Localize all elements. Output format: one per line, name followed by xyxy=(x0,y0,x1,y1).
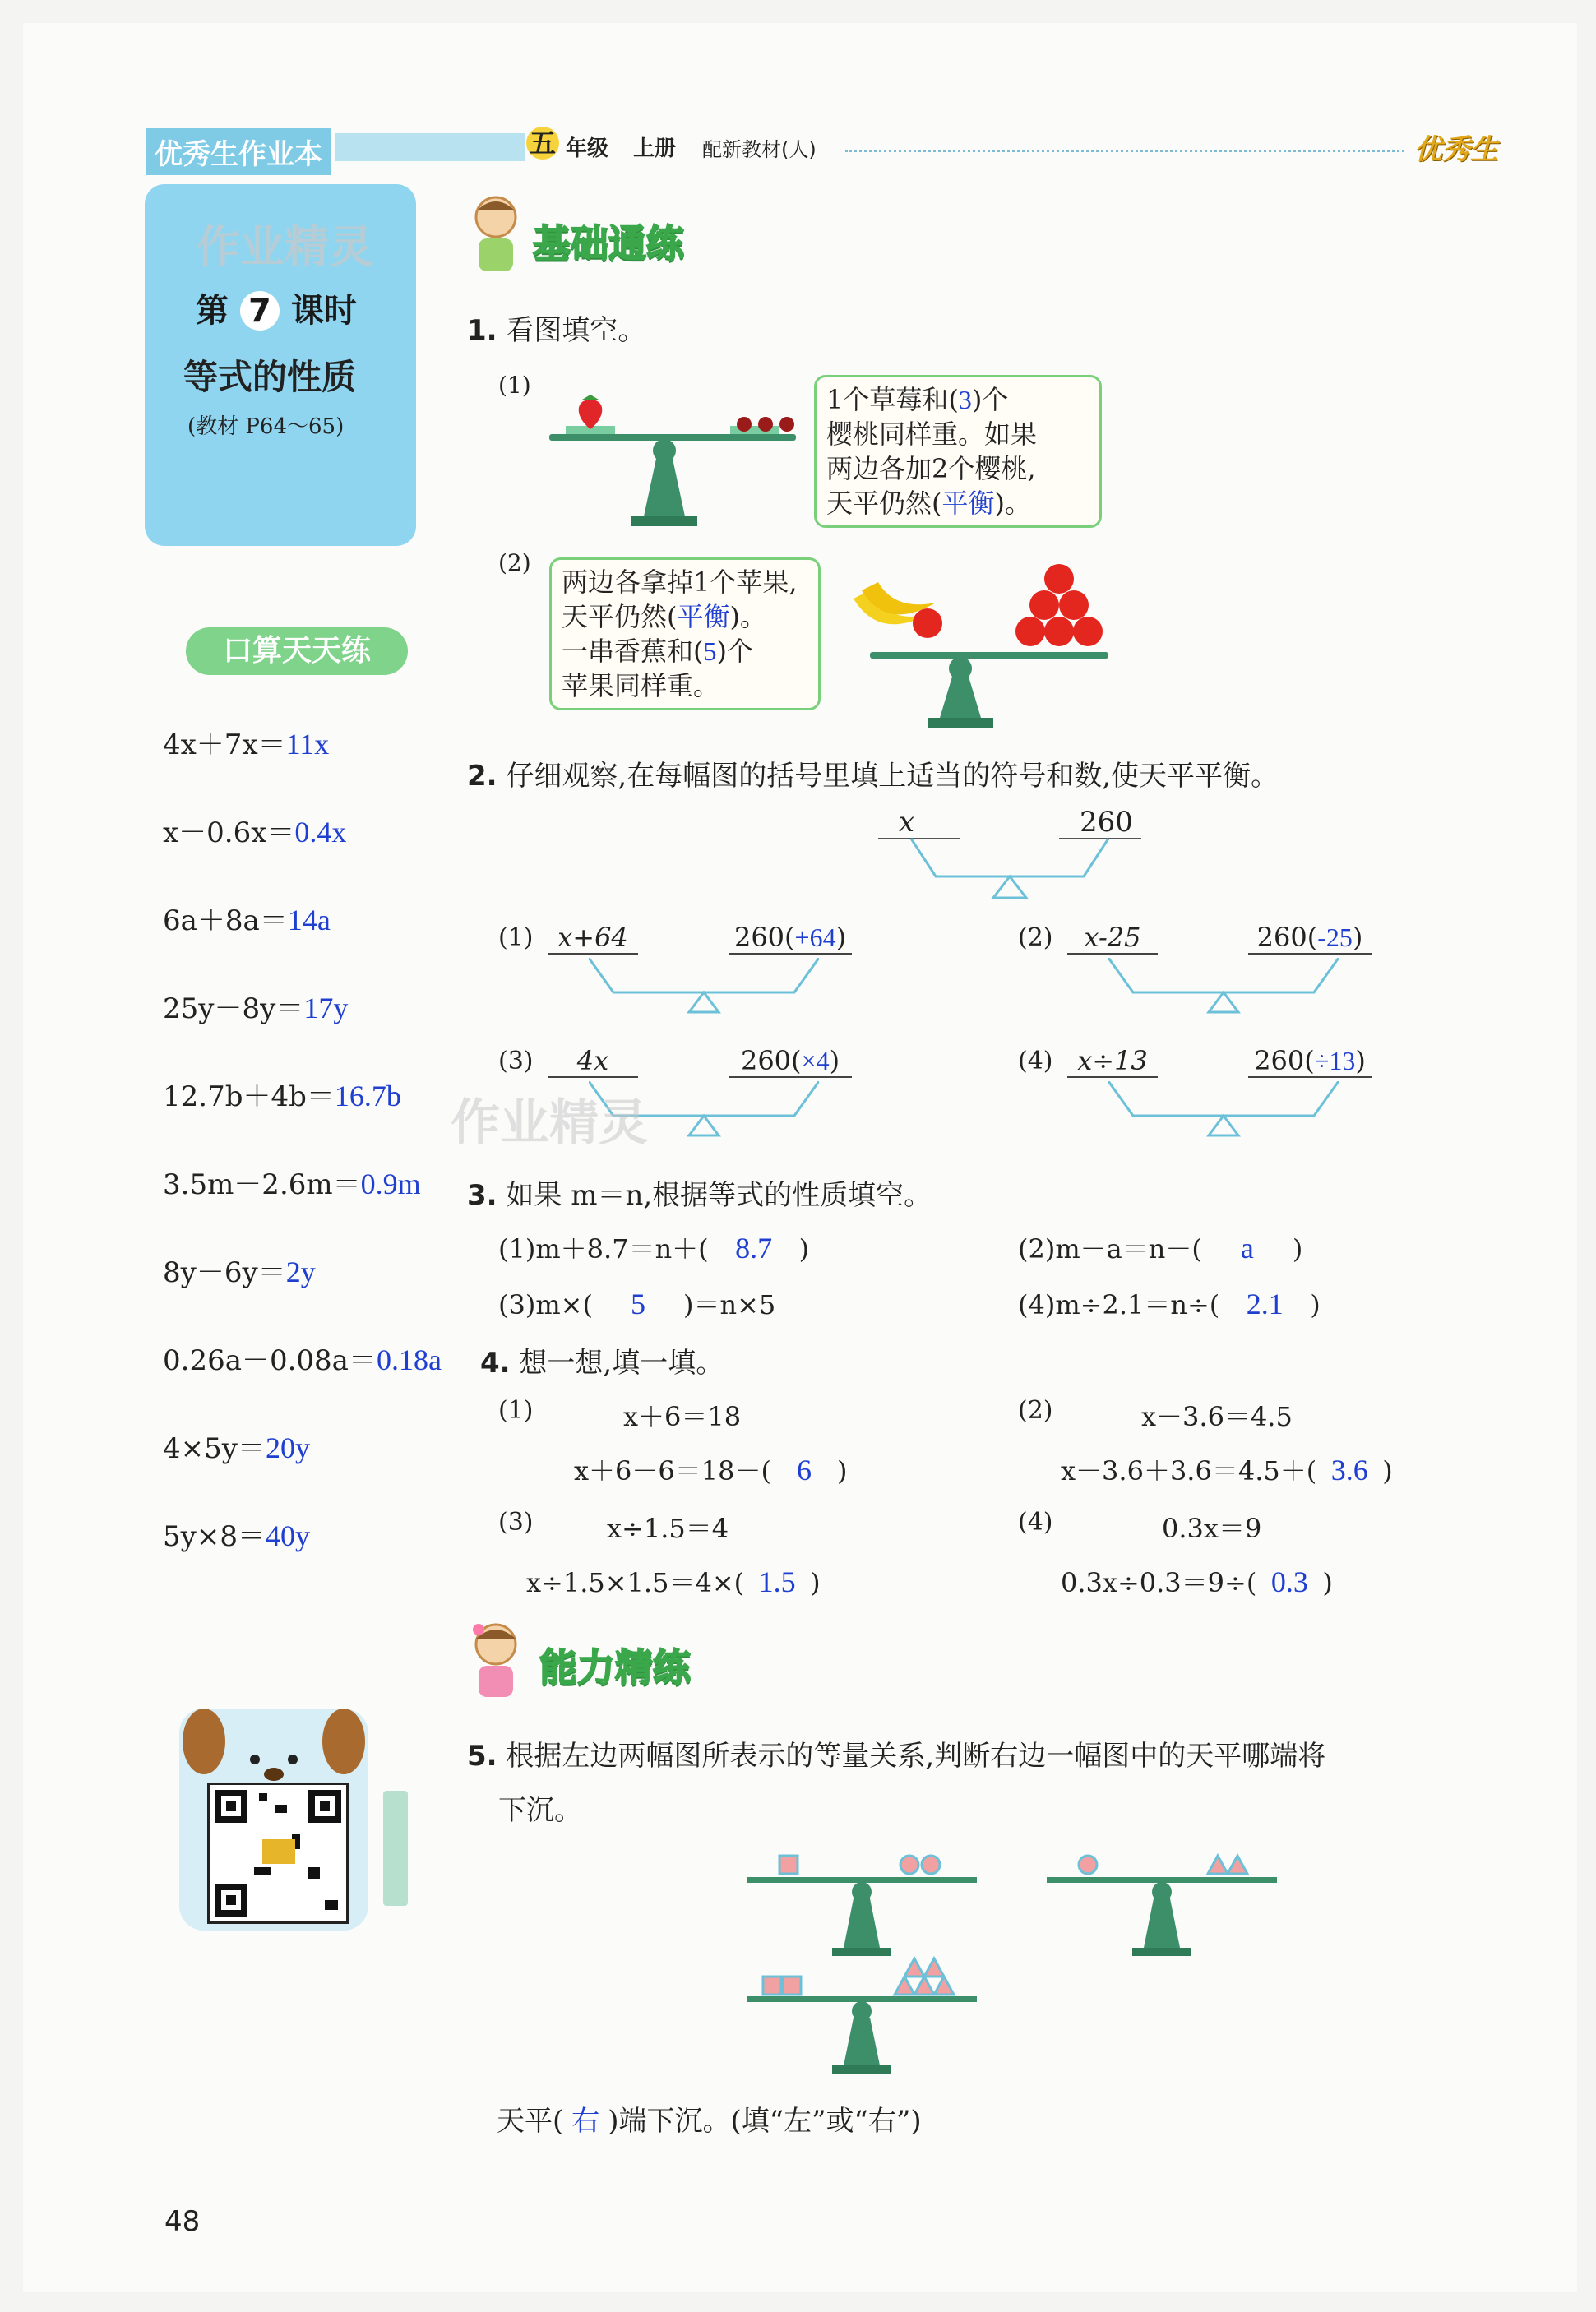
bubble2-line2 xyxy=(562,599,808,634)
mental-math-answer[interactable]: 20y xyxy=(265,1431,310,1464)
q3-stem xyxy=(467,1172,932,1213)
q3-answer[interactable]: a xyxy=(1240,1232,1254,1265)
q3-item xyxy=(498,1228,809,1266)
q3-item xyxy=(1018,1284,1321,1322)
bubble1-line2: 樱桃同样重。如果 xyxy=(826,418,1038,450)
q2-part-right xyxy=(1248,922,1372,955)
q4-pre: 0.3x÷0.3＝9÷( xyxy=(1061,1567,1257,1598)
q4-pre: x－3.6＋3.6＝4.5＋( xyxy=(1061,1455,1317,1487)
q2-right-pre: 260( xyxy=(740,1045,802,1076)
q2-answer[interactable]: ×4 xyxy=(801,1046,830,1075)
cherries-icon xyxy=(734,408,800,432)
q2-top-balance xyxy=(878,837,1141,903)
mental-math-question: 3.5m－2.6m＝ xyxy=(163,1168,361,1201)
bubble2-l3b: )个 xyxy=(716,636,753,667)
q5-ans-post: )端下沉。(填“左”或“右”) xyxy=(608,2105,922,2138)
mental-math-item xyxy=(163,898,331,938)
bubble1-line1 xyxy=(826,382,1089,417)
mental-math-question: 4×5y＝ xyxy=(163,1432,266,1465)
mental-math-question: 12.7b＋4b＝ xyxy=(163,1080,335,1113)
q5-stem-line1 xyxy=(467,1733,1325,1773)
lesson-suffix: 课时 xyxy=(290,292,357,330)
q4-text: 想一想,填一填。 xyxy=(519,1347,724,1380)
apple-pyramid-icon xyxy=(1015,564,1103,646)
mental-math-question: 0.26a－0.08a＝ xyxy=(163,1344,377,1377)
q5-balance-1 xyxy=(747,1852,977,1959)
qr-side-tab xyxy=(383,1791,408,1906)
q2-part-left: x+64 xyxy=(548,922,638,955)
q2-right-post: ) xyxy=(1355,1045,1366,1076)
q4-label: (2) xyxy=(1018,1396,1053,1425)
q4-post: ) xyxy=(810,1567,821,1598)
q2-right-post: ) xyxy=(829,1045,840,1076)
mental-math-item xyxy=(163,986,348,1026)
mental-math-answer[interactable]: 0.18a xyxy=(376,1343,442,1376)
grade-number: 五 xyxy=(526,127,559,160)
mental-math-answer[interactable]: 0.9m xyxy=(360,1168,421,1200)
q3-answer[interactable]: 8.7 xyxy=(735,1232,773,1265)
brand-logo: 优秀生 xyxy=(1414,133,1498,166)
q4-step xyxy=(1061,1450,1393,1488)
q3-post: ) xyxy=(1292,1233,1303,1265)
q2-part-right xyxy=(1248,1045,1372,1078)
edition-label: 配新教材(人) xyxy=(702,138,817,161)
q4-equation: x－3.6＝4.5 xyxy=(1141,1401,1293,1432)
q2-part-right xyxy=(729,922,852,955)
q5-balance-2 xyxy=(1047,1852,1277,1959)
bubble2-l2a: 天平仍然( xyxy=(562,601,678,632)
q2-answer[interactable]: -25 xyxy=(1317,922,1353,952)
grade-suffix: 年级 xyxy=(566,136,609,161)
girl-reading-illustration xyxy=(467,1618,525,1700)
q2-number: 2. xyxy=(467,760,497,793)
q1-number: 1. xyxy=(467,314,497,347)
book-title: 优秀生作业本 xyxy=(146,128,331,175)
q4-pre: x÷1.5×1.5＝4×( xyxy=(526,1567,745,1598)
lesson-ref: (教材 P64～65) xyxy=(187,414,345,439)
q3-post: ) xyxy=(798,1233,810,1265)
q4-equation: 0.3x＝9 xyxy=(1162,1513,1262,1544)
bubble2-line3 xyxy=(562,634,808,668)
mental-math-item xyxy=(163,1162,421,1202)
q2-text: 仔细观察,在每幅图的括号里填上适当的符号和数,使天平平衡。 xyxy=(506,760,1279,793)
q2-answer[interactable]: +64 xyxy=(794,922,836,952)
workbook-page xyxy=(23,23,1577,2292)
mental-math-item xyxy=(163,1338,442,1378)
q2-right-pre: 260( xyxy=(1256,922,1318,953)
q2-part-label: (2) xyxy=(1018,923,1053,952)
q2-part-label: (4) xyxy=(1018,1047,1053,1075)
q2-part-left: 4x xyxy=(548,1045,638,1078)
mental-math-question: 5y×8＝ xyxy=(163,1520,266,1553)
strawberry-icon xyxy=(572,395,608,431)
q4-post: ) xyxy=(836,1455,848,1487)
header-decoration xyxy=(335,133,525,161)
mental-math-item xyxy=(163,722,329,762)
q5-text1: 根据左边两幅图所表示的等量关系,判断右边一幅图中的天平哪端将 xyxy=(506,1740,1326,1773)
mental-math-answer[interactable]: 40y xyxy=(265,1519,310,1552)
q4-answer[interactable]: 3.6 xyxy=(1330,1454,1368,1487)
q4-post: ) xyxy=(1382,1455,1393,1487)
q3-item xyxy=(498,1284,775,1322)
q1-part1-label: (1) xyxy=(498,372,531,399)
watermark: 作业精灵 xyxy=(196,221,373,273)
qr-code[interactable] xyxy=(207,1783,349,1924)
q1-stem xyxy=(467,307,645,348)
answer-q1-1a[interactable]: 3 xyxy=(958,385,972,414)
q3-post: )＝n×5 xyxy=(682,1289,776,1320)
q5-answer-line xyxy=(497,2098,922,2139)
q4-equation: x＋6＝18 xyxy=(623,1401,742,1432)
mental-math-item xyxy=(163,1514,310,1554)
q2-top-right: 260 xyxy=(1080,806,1133,839)
bubble2-l3a: 一串香蕉和( xyxy=(562,636,704,667)
volume-label: 上册 xyxy=(633,136,677,161)
q2-balance-beam xyxy=(589,958,819,1015)
mental-math-item xyxy=(163,1074,401,1114)
mental-math-question: 25y－8y＝ xyxy=(163,992,304,1025)
q4-stem xyxy=(480,1340,724,1380)
bubble1-l1a: 1个草莓和( xyxy=(826,384,959,415)
q2-answer[interactable]: ÷13 xyxy=(1314,1046,1356,1075)
q4-pre: x＋6－6＝18－( xyxy=(574,1455,771,1487)
q2-top-left: x xyxy=(899,806,915,839)
mental-math-question: 6a＋8a＝ xyxy=(163,904,288,937)
q1-part2-bubble xyxy=(549,557,821,710)
q5-number: 5. xyxy=(467,1740,497,1773)
mental-math-answer[interactable]: 17y xyxy=(303,992,349,1024)
bubble1-l1b: )个 xyxy=(971,384,1009,415)
header-divider xyxy=(845,150,1404,152)
bubble2-line1: 两边各拿掉1个苹果, xyxy=(562,566,798,598)
mental-math-item xyxy=(163,810,346,850)
mental-math-answer[interactable]: 14a xyxy=(287,904,331,936)
answer-q1-1b[interactable]: 平衡 xyxy=(941,488,995,518)
mental-math-item xyxy=(163,1426,310,1466)
bubble2-l2b: )。 xyxy=(729,601,767,632)
lesson-prefix: 第 xyxy=(196,292,229,330)
q3-text: 如果 m＝n,根据等式的性质填空。 xyxy=(506,1179,932,1212)
q2-right-pre: 260( xyxy=(733,922,795,953)
q2-right-pre: 260( xyxy=(1254,1045,1315,1076)
q4-post: ) xyxy=(1322,1567,1333,1598)
q2-balance-beam xyxy=(1108,1081,1339,1139)
q2-stem xyxy=(467,753,1279,793)
mental-math-answer[interactable]: 2y xyxy=(285,1255,316,1288)
q2-part-label: (1) xyxy=(498,923,534,952)
q4-answer[interactable]: 6 xyxy=(796,1454,812,1487)
q5-stem-line2: 下沉。 xyxy=(498,1794,582,1827)
q4-answer[interactable]: 0.3 xyxy=(1270,1565,1308,1598)
section-ability-title: 能力精练 xyxy=(539,1645,691,1690)
q1-part1-bubble xyxy=(814,375,1102,528)
q1-part2-label: (2) xyxy=(498,549,531,576)
answer-q1-2b[interactable]: 5 xyxy=(703,636,717,666)
q5-balance-3 xyxy=(747,1954,977,2077)
answer-q1-2a[interactable]: 平衡 xyxy=(677,602,730,631)
q3-pre: (1)m＋8.7＝n＋( xyxy=(498,1233,709,1265)
q2-right-post: ) xyxy=(1352,922,1363,953)
mental-math-item xyxy=(163,1250,316,1290)
q2-part-left: x÷13 xyxy=(1067,1045,1158,1078)
q3-pre: (4)m÷2.1＝n÷( xyxy=(1018,1289,1220,1320)
q3-answer[interactable]: 5 xyxy=(630,1288,645,1320)
q4-label: (1) xyxy=(498,1396,534,1425)
q4-equation: x÷1.5＝4 xyxy=(607,1513,729,1544)
q4-number: 4. xyxy=(480,1347,511,1380)
section-basic-title: 基础通练 xyxy=(533,221,684,266)
mental-math-title: 口算天天练 xyxy=(186,627,408,675)
watermark-2: 作业精灵 xyxy=(451,1094,648,1152)
lesson-num-badge: 7 xyxy=(240,291,280,331)
mental-math-answer[interactable]: 11x xyxy=(285,728,330,761)
q3-post: ) xyxy=(1310,1289,1321,1320)
answer-q5[interactable]: 右 xyxy=(571,2106,600,2137)
bubble2-line4: 苹果同样重。 xyxy=(562,670,720,701)
lesson-number xyxy=(196,284,357,331)
mental-math-answer[interactable]: 0.4x xyxy=(294,816,347,849)
q4-label: (4) xyxy=(1018,1508,1053,1537)
q3-number: 3. xyxy=(467,1179,497,1212)
q2-part-left: x-25 xyxy=(1067,922,1158,955)
q4-answer[interactable]: 1.5 xyxy=(758,1565,796,1598)
q4-label: (3) xyxy=(498,1508,534,1537)
q2-part-label: (3) xyxy=(498,1047,534,1075)
bubble1-l4b: )。 xyxy=(994,488,1032,519)
mental-math-question: x－0.6x＝ xyxy=(163,816,295,849)
boy-reading-illustration xyxy=(467,192,525,275)
q2-balance-beam xyxy=(1108,958,1339,1015)
q3-pre: (2)m－a＝n－( xyxy=(1018,1233,1202,1265)
mental-math-question: 4x＋7x＝ xyxy=(163,728,286,761)
q5-ans-pre: 天平( xyxy=(497,2105,564,2138)
mental-math-answer[interactable]: 16.7b xyxy=(334,1080,401,1112)
q2-part-right xyxy=(729,1045,852,1078)
q4-step xyxy=(574,1450,847,1488)
lesson-title: 等式的性质 xyxy=(183,357,357,397)
q3-answer[interactable]: 2.1 xyxy=(1246,1288,1284,1320)
mental-math-question: 8y－6y＝ xyxy=(163,1256,286,1289)
page-number: 48 xyxy=(164,2205,201,2238)
bubble1-l4a: 天平仍然( xyxy=(826,488,942,519)
apple-icon xyxy=(913,608,942,638)
balance-banana-apples xyxy=(845,549,1117,730)
q3-pre: (3)m×( xyxy=(498,1289,593,1320)
q2-right-post: ) xyxy=(835,922,847,953)
bubble1-line3: 两边各加2个樱桃, xyxy=(826,453,1036,484)
q4-step xyxy=(526,1562,821,1600)
bubble1-line4 xyxy=(826,486,1089,520)
q4-step xyxy=(1061,1562,1333,1600)
q3-item xyxy=(1018,1228,1302,1266)
q1-text: 看图填空。 xyxy=(506,314,646,347)
